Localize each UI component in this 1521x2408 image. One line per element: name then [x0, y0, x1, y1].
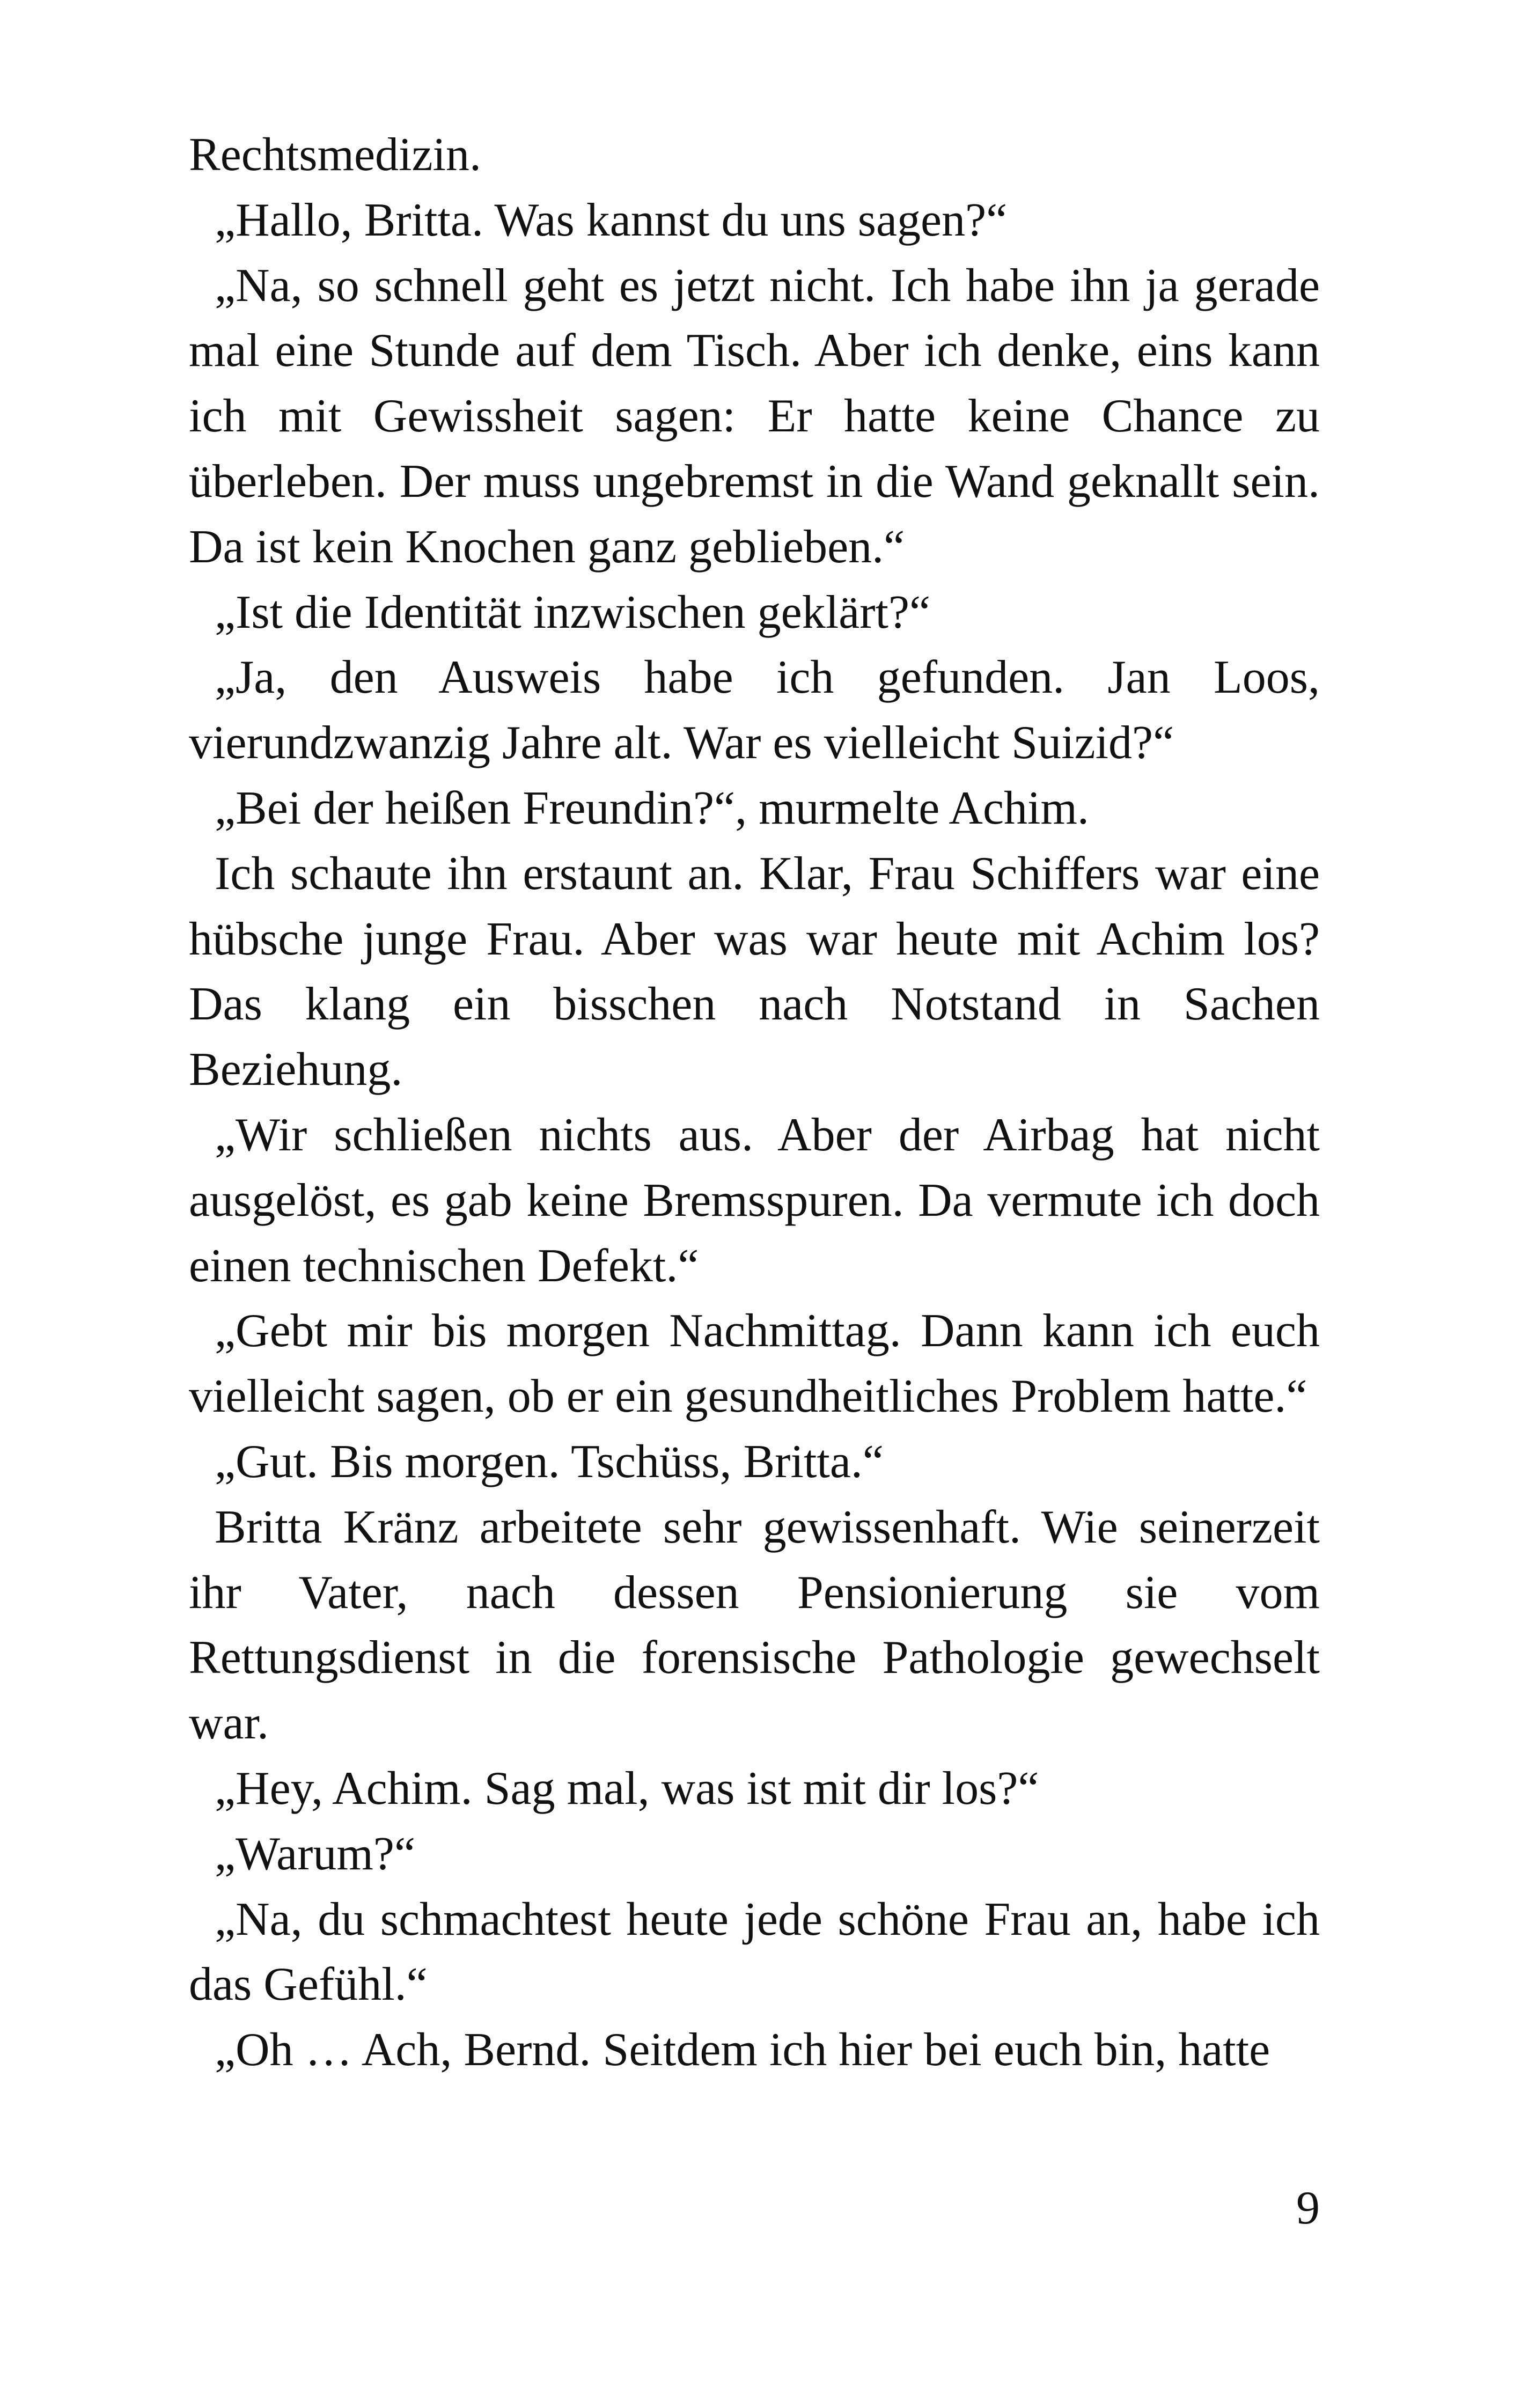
paragraph: „Warum?“ — [215, 1827, 415, 1880]
paragraph: „Gut. Bis morgen. Tschüss, Britta.“ — [215, 1435, 884, 1488]
paragraph: „Wir schließen nichts aus. Aber der Airbag hat nicht ausgelöst, es gab keine Bremsspuren. Da vermute ich doch einen technischen Defekt.“ — [189, 1108, 1320, 1292]
paragraph: Britta Kränz arbeitete sehr gewissenhaft. Wie seinerzeit ihr Vater, nach dessen Pensionierung sie vom Rettungsdienst in die forensische Pathologie gewechselt war. — [189, 1501, 1320, 1750]
paragraph: „Hey, Achim. Sag mal, was ist mit dir los?“ — [215, 1762, 1039, 1815]
paragraph: Ich schaute ihn erstaunt an. Klar, Frau Schiffers war eine hübsche junge Frau. Aber was war heute mit Achim los? Das klang ein bisschen nach Notstand in Sachen Beziehung. — [189, 847, 1320, 1096]
paragraph: „Hallo, Britta. Was kannst du uns sagen?“ — [215, 194, 1008, 246]
page-number: 9 — [1296, 2182, 1320, 2234]
paragraph: „Ist die Identität inzwischen geklärt?“ — [215, 586, 931, 638]
paragraph: „Bei der heißen Freundin?“, murmelte Achim. — [215, 782, 1089, 834]
book-page-text — [189, 122, 1320, 2083]
paragraph: „Gebt mir bis morgen Nachmittag. Dann kann ich euch vielleicht sagen, ob er ein gesundheitliches Problem hatte.“ — [189, 1305, 1320, 1423]
paragraph: Rechtsmedizin. — [189, 129, 481, 181]
paragraph: „Ja, den Ausweis habe ich gefunden. Jan Loos, vierundzwanzig Jahre alt. War es vielleicht Suizid?“ — [189, 651, 1320, 769]
paragraph: „Oh … Ach, Bernd. Seitdem ich hier bei euch bin, hatte — [215, 2024, 1270, 2076]
paragraph: „Na, du schmachtest heute jede schöne Frau an, habe ich das Gefühl.“ — [189, 1893, 1320, 2011]
paragraph: „Na, so schnell geht es jetzt nicht. Ich habe ihn ja gerade mal eine Stunde auf dem Tisch. Aber ich denke, eins kann ich mit Gewissheit sagen: Er hatte keine Chance zu überleben. Der muss ungebremst in die Wand geknallt sein. Da ist kein Knochen ganz geblieben.“ — [189, 259, 1320, 573]
